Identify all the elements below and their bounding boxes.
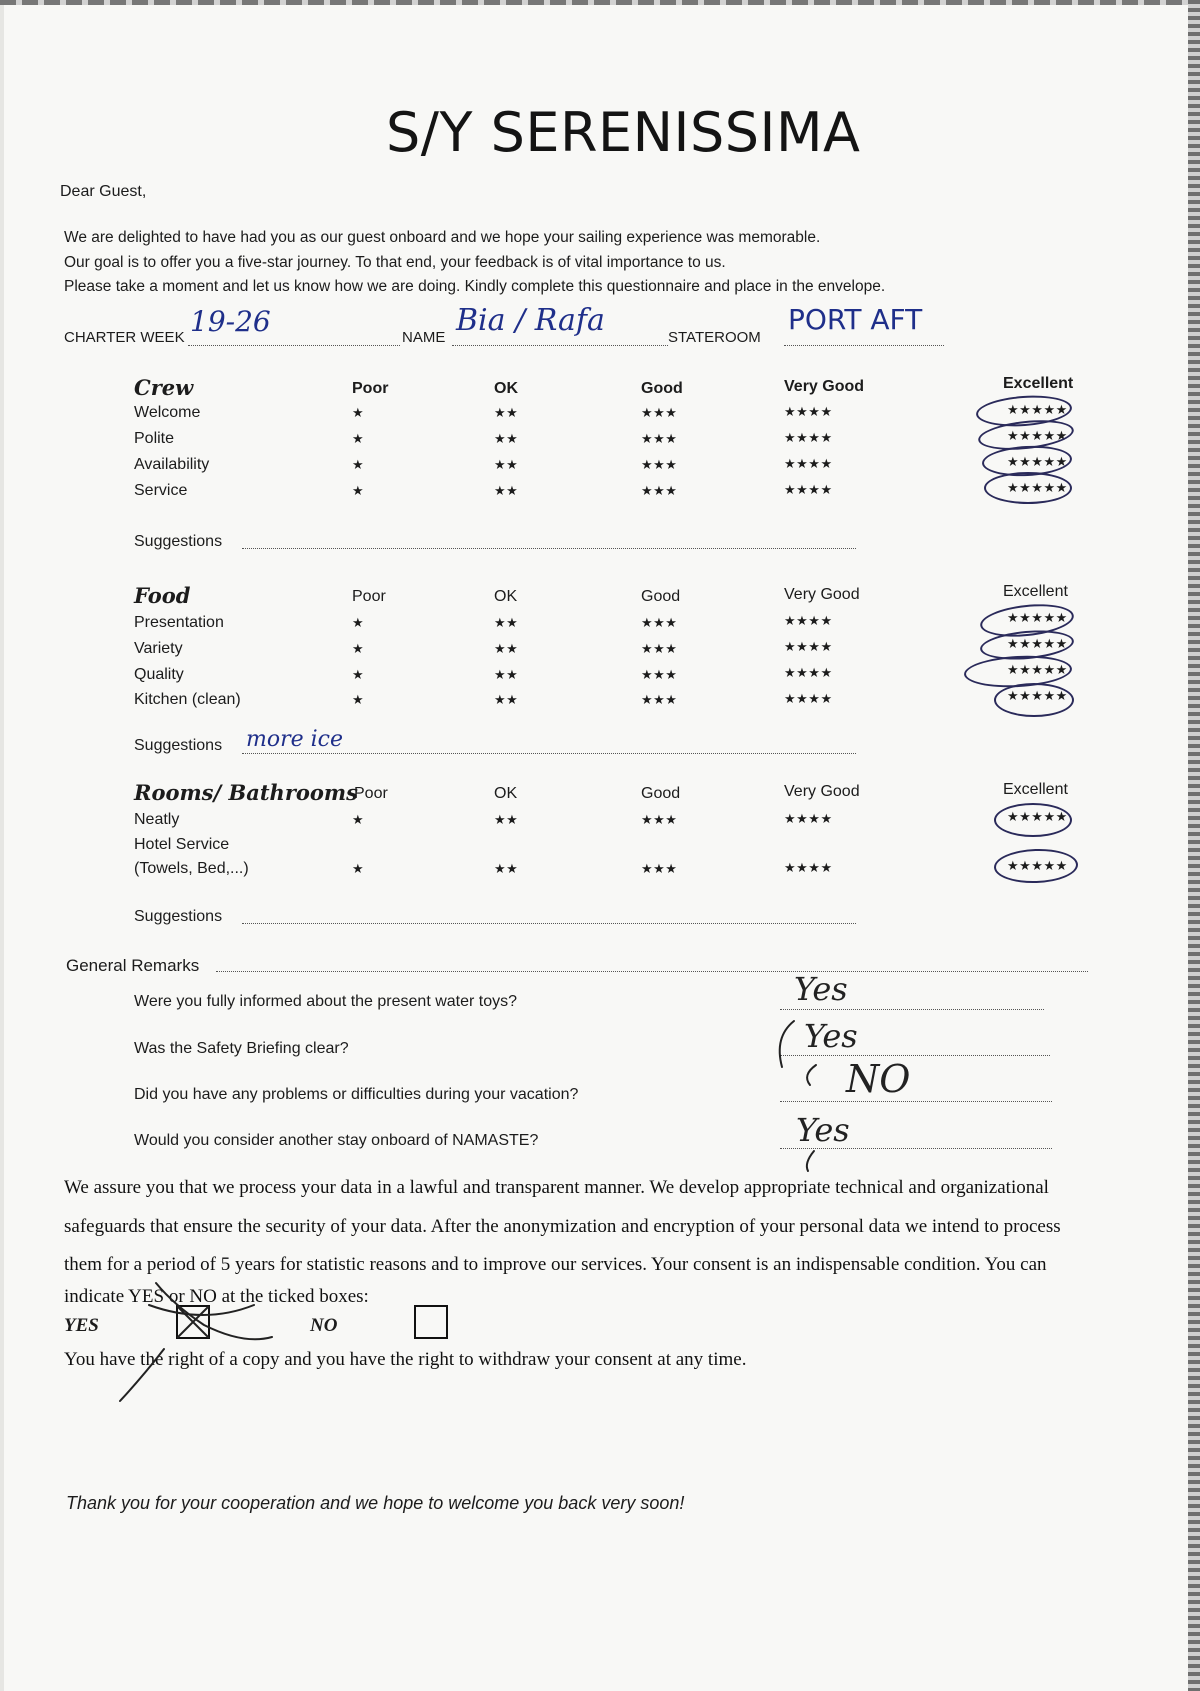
greeting: Dear Guest, — [60, 183, 147, 200]
star-rating-2[interactable]: ★★ — [494, 615, 519, 630]
privacy-line-1: We assure you that we process your data in a lawful and transparent manner. We develop appropriate technical and organizational — [64, 1177, 1049, 1198]
star-rating-3[interactable]: ★★★ — [641, 457, 678, 472]
star-rating-5[interactable]: ★★★★★ — [1007, 428, 1068, 443]
section-title-rooms: Rooms/ Bathrooms — [134, 780, 358, 805]
star-rating-3[interactable]: ★★★ — [641, 431, 678, 446]
food-item-variety: Variety — [134, 640, 183, 657]
food-item-presentation: Presentation — [134, 614, 224, 631]
rooms-col-poor: Poor — [354, 785, 388, 802]
star-rating-5[interactable]: ★★★★★ — [1007, 809, 1068, 824]
question-another-stay: Would you consider another stay onboard of NAMASTE? — [134, 1132, 539, 1149]
star-rating-4[interactable]: ★★★★ — [784, 404, 833, 419]
star-rating-5[interactable]: ★★★★★ — [1007, 454, 1068, 469]
crew-col-excellent: Excellent — [1003, 375, 1074, 392]
star-rating-5[interactable]: ★★★★★ — [1007, 858, 1068, 873]
star-rating-4[interactable]: ★★★★ — [784, 430, 833, 445]
star-rating-1[interactable]: ★ — [352, 405, 365, 420]
star-rating-4[interactable]: ★★★★ — [784, 613, 833, 628]
star-rating-4[interactable]: ★★★★ — [784, 811, 833, 826]
crew-col-good: Good — [641, 380, 683, 397]
star-rating-5[interactable]: ★★★★★ — [1007, 688, 1068, 703]
star-rating-5[interactable]: ★★★★★ — [1007, 480, 1068, 495]
answer-another-stay[interactable]: Yes — [796, 1111, 850, 1149]
section-title-crew: Crew — [134, 375, 194, 400]
star-rating-2[interactable]: ★★ — [494, 641, 519, 656]
star-rating-2[interactable]: ★★ — [494, 692, 519, 707]
name-field[interactable]: Bia / Rafa — [456, 303, 605, 338]
questionnaire-page — [4, 5, 1188, 1691]
star-rating-2[interactable]: ★★ — [494, 812, 519, 827]
star-rating-4[interactable]: ★★★★ — [784, 860, 833, 875]
intro-line-3: Please take a moment and let us know how we are doing. Kindly complete this questionnaire and place in the envelope. — [64, 278, 886, 295]
name-label: NAME — [402, 329, 446, 346]
star-rating-2[interactable]: ★★ — [494, 483, 519, 498]
star-rating-1[interactable]: ★ — [352, 641, 365, 656]
pen-stroke — [807, 1151, 814, 1171]
answer-problems[interactable]: NO — [846, 1057, 911, 1101]
star-rating-5[interactable]: ★★★★★ — [1007, 610, 1068, 625]
privacy-line-2: safeguards that ensure the security of your data. After the anonymization and encryption of your personal data we intend to process — [64, 1216, 1061, 1237]
star-rating-2[interactable]: ★★ — [494, 405, 519, 420]
pen-stroke — [807, 1065, 816, 1085]
star-rating-4[interactable]: ★★★★ — [784, 665, 833, 680]
checkmark-x — [178, 1307, 208, 1337]
star-rating-3[interactable]: ★★★ — [641, 641, 678, 656]
food-suggestions-label: Suggestions — [134, 737, 223, 754]
star-rating-5[interactable]: ★★★★★ — [1007, 402, 1068, 417]
crew-col-very-good: Very Good — [784, 378, 865, 395]
food-item-kitchen: Kitchen (clean) — [134, 691, 241, 708]
stateroom-field[interactable]: PORT AFT — [788, 303, 923, 336]
star-rating-1[interactable]: ★ — [352, 615, 365, 630]
rooms-col-excellent: Excellent — [1003, 781, 1068, 798]
crew-col-poor: Poor — [352, 380, 389, 397]
crew-col-ok: OK — [494, 380, 518, 397]
consent-yes-label: YES — [64, 1315, 99, 1336]
crew-item-availability: Availability — [134, 456, 210, 473]
star-rating-3[interactable]: ★★★ — [641, 483, 678, 498]
star-rating-2[interactable]: ★★ — [494, 431, 519, 446]
thank-you-text: Thank you for your cooperation and we hope to welcome you back very soon! — [66, 1493, 685, 1513]
star-rating-1[interactable]: ★ — [352, 457, 365, 472]
star-rating-1[interactable]: ★ — [352, 431, 365, 446]
rooms-col-good: Good — [641, 785, 681, 802]
star-rating-1[interactable]: ★ — [352, 812, 365, 827]
star-rating-3[interactable]: ★★★ — [641, 861, 678, 876]
rights-text: You have the right of a copy and you have the right to withdraw your consent at any time. — [64, 1349, 747, 1370]
star-rating-5[interactable]: ★★★★★ — [1007, 662, 1068, 677]
pen-marks-overlay — [4, 5, 1188, 1691]
rooms-item-neatly: Neatly — [134, 811, 180, 828]
charter-week-field[interactable]: 19-26 — [190, 305, 271, 338]
star-rating-1[interactable]: ★ — [352, 692, 365, 707]
pen-stroke — [780, 1021, 794, 1067]
food-col-very-good: Very Good — [784, 586, 860, 603]
star-rating-2[interactable]: ★★ — [494, 667, 519, 682]
food-col-poor: Poor — [352, 588, 386, 605]
star-rating-2[interactable]: ★★ — [494, 861, 519, 876]
star-rating-1[interactable]: ★ — [352, 667, 365, 682]
star-rating-4[interactable]: ★★★★ — [784, 639, 833, 654]
star-rating-3[interactable]: ★★★ — [641, 615, 678, 630]
question-water-toys: Were you fully informed about the present water toys? — [134, 993, 518, 1010]
rooms-suggestions-label: Suggestions — [134, 908, 223, 925]
star-rating-3[interactable]: ★★★ — [641, 667, 678, 682]
general-remarks-label: General Remarks — [66, 956, 200, 975]
star-rating-3[interactable]: ★★★ — [641, 405, 678, 420]
star-rating-4[interactable]: ★★★★ — [784, 456, 833, 471]
food-suggestions-field[interactable]: more ice — [246, 727, 344, 752]
crew-item-welcome: Welcome — [134, 404, 201, 421]
star-rating-4[interactable]: ★★★★ — [784, 691, 833, 706]
page-title: S/Y SERENISSIMA — [386, 101, 861, 164]
rooms-item-hotel-service: Hotel Service — [134, 836, 230, 853]
food-item-quality: Quality — [134, 666, 184, 683]
privacy-line-4: indicate YES or NO at the ticked boxes: — [64, 1286, 369, 1307]
pen-stroke — [120, 1349, 164, 1401]
star-rating-3[interactable]: ★★★ — [641, 812, 678, 827]
rooms-item-towels-bed: (Towels, Bed,...) — [134, 860, 249, 877]
food-col-excellent: Excellent — [1003, 583, 1068, 600]
rooms-col-very-good: Very Good — [784, 783, 860, 800]
star-rating-4[interactable]: ★★★★ — [784, 482, 833, 497]
intro-line-2: Our goal is to offer you a five-star journey. To that end, your feedback is of vital importance to us. — [64, 254, 726, 271]
scan-right-edge — [1188, 0, 1200, 1691]
answer-water-toys[interactable]: Yes — [794, 970, 848, 1008]
privacy-line-3: them for a period of 5 years for statistic reasons and to improve our services. Your consent is an indispensable condition. You can — [64, 1254, 1047, 1275]
question-problems: Did you have any problems or difficulties during your vacation? — [134, 1086, 579, 1103]
question-safety-briefing: Was the Safety Briefing clear? — [134, 1040, 349, 1057]
stateroom-label: STATEROOM — [668, 329, 761, 346]
answer-safety-briefing[interactable]: Yes — [804, 1017, 858, 1055]
food-col-good: Good — [641, 588, 681, 605]
crew-item-service: Service — [134, 482, 188, 499]
food-col-ok: OK — [494, 588, 518, 605]
crew-suggestions-label: Suggestions — [134, 533, 223, 550]
consent-no-label: NO — [310, 1315, 338, 1336]
section-title-food: Food — [134, 583, 191, 608]
star-rating-5[interactable]: ★★★★★ — [1007, 636, 1068, 651]
star-rating-1[interactable]: ★ — [352, 483, 365, 498]
rooms-col-ok: OK — [494, 785, 518, 802]
intro-line-1: We are delighted to have had you as our guest onboard and we hope your sailing experience was memorable. — [64, 229, 821, 246]
charter-week-label: CHARTER WEEK — [64, 329, 185, 346]
star-rating-1[interactable]: ★ — [352, 861, 365, 876]
star-rating-3[interactable]: ★★★ — [641, 692, 678, 707]
crew-item-polite: Polite — [134, 430, 175, 447]
star-rating-2[interactable]: ★★ — [494, 457, 519, 472]
